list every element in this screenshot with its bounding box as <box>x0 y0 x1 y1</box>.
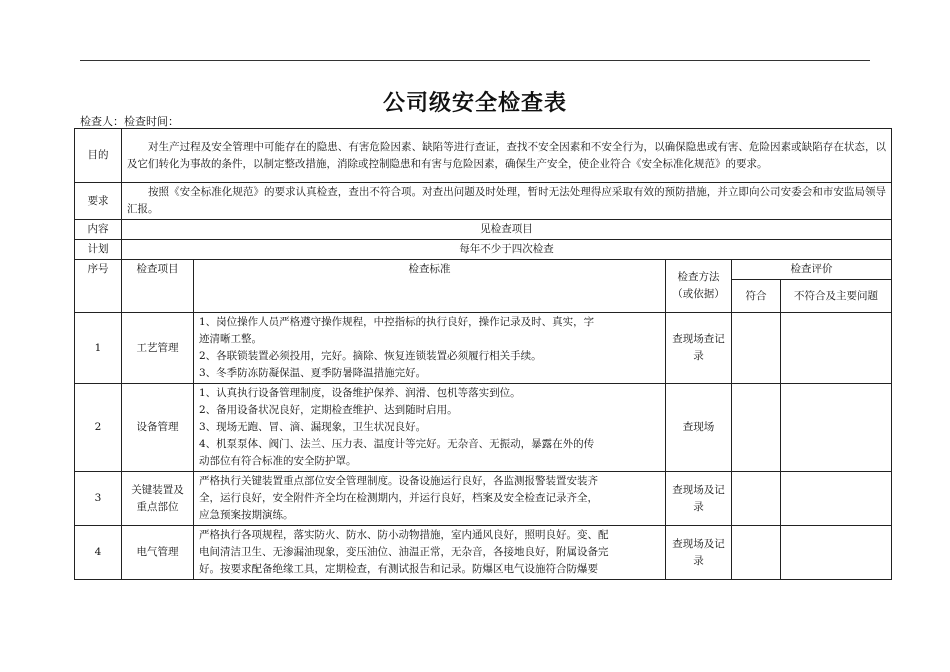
plan-text: 每年不少于四次检查 <box>122 240 892 260</box>
standard-line: 2、备用设备状况良好，定期检查维护、达到随时启用。 <box>199 404 458 416</box>
row-seq: 2 <box>75 384 122 472</box>
standard-line: 电间清洁卫生、无渗漏油现象，变压油位、油温正常，无杂音，各接地良好，附属设备完 <box>199 546 609 558</box>
table-row <box>75 313 892 384</box>
row-standard <box>194 526 666 580</box>
row-nonconform <box>781 384 892 472</box>
header-row-1 <box>75 260 892 280</box>
row-method: 查现场及记录 <box>666 472 732 526</box>
header-standard: 检查标准 <box>194 260 666 313</box>
row-conform <box>732 526 781 580</box>
plan-row <box>75 240 892 260</box>
standard-line: 应急预案按期演练。 <box>199 509 294 521</box>
row-item: 设备管理 <box>122 384 194 472</box>
page-title: 公司级安全检查表 <box>382 91 567 116</box>
row-method: 查现场 <box>666 384 732 472</box>
row-seq: 3 <box>75 472 122 526</box>
standard-line: 1、认真执行设备管理制度，设备维护保养、润滑、包机等落实到位。 <box>199 387 521 399</box>
row-nonconform <box>781 313 892 384</box>
table-row <box>75 384 892 472</box>
requirement-label: 要求 <box>75 183 122 220</box>
row-item: 电气管理 <box>122 526 194 580</box>
row-item: 关键装置及重点部位 <box>122 472 194 526</box>
row-nonconform <box>781 472 892 526</box>
content-text: 见检查项目 <box>122 220 892 240</box>
inspector-line: 检查人：检查时间： <box>80 115 179 128</box>
header-method: 检查方法（或依据） <box>666 260 732 313</box>
row-item: 工艺管理 <box>122 313 194 384</box>
purpose-row <box>75 129 892 183</box>
row-seq: 1 <box>75 313 122 384</box>
standard-line: 动部位有符合标准的安全防护罩。 <box>199 455 357 467</box>
row-standard <box>194 313 666 384</box>
row-conform <box>732 384 781 472</box>
row-standard <box>194 384 666 472</box>
table-row <box>75 472 892 526</box>
content-label: 内容 <box>75 220 122 240</box>
plan-label: 计划 <box>75 240 122 260</box>
standard-line: 严格执行关键装置重点部位安全管理制度。设备设施运行良好，各监测报警装置安装齐 <box>199 475 598 487</box>
standard-line: 严格执行各项规程，落实防火、防水、防小动物措施，室内通风良好，照明良好。变、配 <box>199 529 609 541</box>
purpose-label: 目的 <box>75 129 122 183</box>
requirement-row <box>75 183 892 220</box>
purpose-text: 对生产过程及安全管理中可能存在的隐患、有害危险因素、缺陷等进行查证，查找不安全因素和不安全行为，以确保隐患或有害、危险因素或缺陷存在状态，以及它们转化为事故的条件，以制定整改措施，消除或控制隐患和有害与危险因素，确保生产安全，使企业符合《安全标准化规范》的要求。 <box>122 129 892 183</box>
standard-line: 全，运行良好，安全附件齐全均在检测期内，并运行良好，档案及安全检查记录齐全， <box>199 492 598 504</box>
header-evaluation: 检查评价 <box>732 260 892 280</box>
row-conform <box>732 313 781 384</box>
header-seq: 序号 <box>75 260 122 313</box>
header-item: 检查项目 <box>122 260 194 313</box>
row-nonconform <box>781 526 892 580</box>
requirement-text: 按照《安全标准化规范》的要求认真检查，查出不符合项。对查出问题及时处理，暂时无法处理得应采取有效的预防措施，并立即向公司安委会和市安监局领导汇报。 <box>122 183 892 220</box>
header-conform: 符合 <box>732 280 781 313</box>
content-row <box>75 220 892 240</box>
row-method: 查现场查记录 <box>666 313 732 384</box>
standard-line: 迹清晰工整。 <box>199 333 262 345</box>
standard-line: 4、机泵泵体、阀门、法兰、压力表、温度计等完好。无杂音、无振动，暴露在外的传 <box>199 438 595 450</box>
standard-line: 2、各联锁装置必须投用，完好。摘除、恢复连锁装置必须履行相关手续。 <box>199 350 542 362</box>
standard-line: 3、现场无跑、冒、滴、漏现象，卫生状况良好。 <box>199 421 427 433</box>
safety-checklist-table <box>74 128 892 580</box>
table-row <box>75 526 892 580</box>
standard-line: 好。按要求配备绝缘工具，定期检查，有测试报告和记录。防爆区电气设施符合防爆要 <box>199 563 598 575</box>
row-seq: 4 <box>75 526 122 580</box>
row-method: 查现场及记录 <box>666 526 732 580</box>
header-nonconform: 不符合及主要问题 <box>781 280 892 313</box>
row-standard <box>194 472 666 526</box>
header-rule <box>80 60 870 61</box>
standard-line: 3、冬季防冻防凝保温、夏季防暑降温措施完好。 <box>199 367 427 379</box>
row-conform <box>732 472 781 526</box>
standard-line: 1、岗位操作人员严格遵守操作规程，中控指标的执行良好，操作记录及时、真实，字 <box>199 316 595 328</box>
